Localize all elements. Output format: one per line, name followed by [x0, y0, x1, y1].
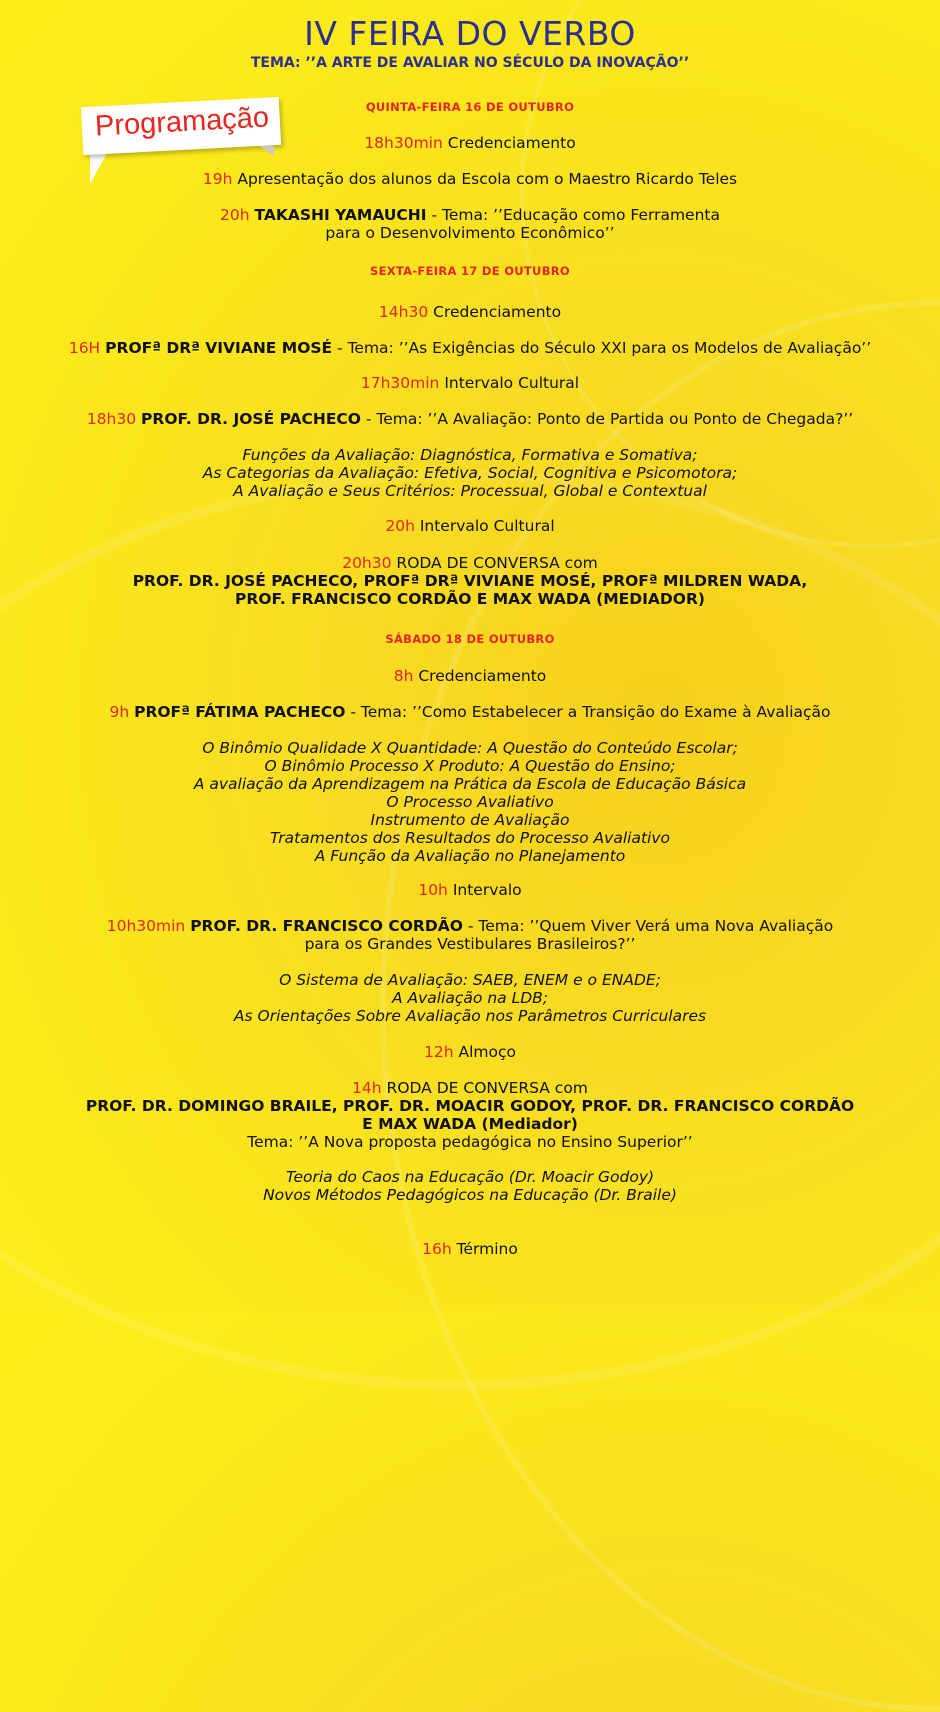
- badge-label: Programação: [94, 101, 270, 143]
- topic-line: As Orientações Sobre Avaliação nos Parâmetros Curriculares: [233, 1007, 707, 1025]
- topic-line: A avaliação da Aprendizagem na Prática da Escola de Educação Básica: [193, 775, 747, 793]
- item-text-continued: para o Desenvolvimento Econômico’’: [325, 224, 615, 242]
- time-label: 12h: [424, 1043, 454, 1061]
- schedule-item: [0, 206, 940, 242]
- item-text: Término: [456, 1240, 518, 1258]
- item-text: - Tema: ’’Como Estabelecer a Transição do Exame à Avaliação: [345, 703, 831, 721]
- schedule-item: [0, 410, 940, 428]
- day-heading-quinta: QUINTA-FEIRA 16 DE OUTUBRO: [365, 100, 575, 114]
- speaker-name: PROFª FÁTIMA PACHECO: [134, 703, 346, 721]
- schedule-item: [0, 917, 940, 953]
- topic-line: O Sistema de Avaliação: SAEB, ENEM e o ENADE;: [279, 971, 661, 989]
- time-label: 17h30min: [360, 374, 440, 392]
- speaker-name: TAKASHI YAMAUCHI: [254, 206, 427, 224]
- schedule-item: [0, 554, 940, 608]
- schedule-item: [0, 339, 940, 357]
- header: [0, 14, 940, 72]
- item-text: RODA DE CONVERSA com: [386, 1079, 588, 1097]
- item-text: - Tema: ’’Educação como Ferramenta: [426, 206, 720, 224]
- topic-line: Tratamentos dos Resultados do Processo Avaliativo: [270, 829, 670, 847]
- schedule-item: [0, 703, 940, 721]
- topic-line: O Binômio Qualidade X Quantidade: A Questão do Conteúdo Escolar;: [202, 739, 738, 757]
- item-text: Apresentação dos alunos da Escola com o Maestro Ricardo Teles: [237, 170, 738, 188]
- event-title: IV FEIRA DO VERBO: [304, 14, 636, 53]
- schedule-item: [0, 170, 940, 188]
- time-label: 20h30: [342, 554, 392, 572]
- topic-line: A Avaliação na LDB;: [391, 989, 549, 1007]
- guest-line: PROF. DR. DOMINGO BRAILE, PROF. DR. MOACIR GODOY, PROF. DR. FRANCISCO CORDÃO: [85, 1097, 855, 1115]
- topic-line: O Binômio Processo X Produto: A Questão do Ensino;: [264, 757, 676, 775]
- item-text: Intervalo Cultural: [444, 374, 580, 392]
- time-label: 14h30: [378, 303, 429, 321]
- item-text: Intervalo: [452, 881, 522, 899]
- schedule-item: [0, 374, 940, 392]
- event-subtitle: TEMA: ’’A ARTE DE AVALIAR NO SÉCULO DA INOVAÇÃO’’: [250, 55, 690, 71]
- topic-list: [0, 971, 940, 1025]
- speaker-name: PROF. DR. JOSÉ PACHECO: [141, 410, 361, 428]
- item-text: - Tema: ’’As Exigências do Século XXI para os Modelos de Avaliação’’: [332, 339, 872, 357]
- topic-line: Teoria do Caos na Educação (Dr. Moacir Godoy): [285, 1168, 655, 1186]
- item-text: Credenciamento: [433, 303, 562, 321]
- item-theme: Tema: ’’A Nova proposta pedagógica no Ensino Superior’’: [247, 1133, 693, 1151]
- time-label: 10h: [418, 881, 448, 899]
- schedule-item: [0, 1043, 940, 1061]
- topic-line: O Processo Avaliativo: [386, 793, 554, 811]
- topic-line: Funções da Avaliação: Diagnóstica, Formativa e Somativa;: [242, 446, 698, 464]
- topic-line: Novos Métodos Pedagógicos na Educação (Dr. Braile): [263, 1186, 677, 1204]
- item-text: Credenciamento: [418, 667, 547, 685]
- item-text: Credenciamento: [447, 134, 576, 152]
- item-text-continued: para os Grandes Vestibulares Brasileiros?’’: [304, 935, 636, 953]
- item-text: RODA DE CONVERSA com: [396, 554, 598, 572]
- guest-line: PROF. DR. JOSÉ PACHECO, PROFª DRª VIVIANE MOSÉ, PROFª MILDREN WADA,: [132, 572, 808, 590]
- topic-line: As Categorias da Avaliação: Efetiva, Social, Cognitiva e Psicomotora;: [202, 464, 738, 482]
- time-label: 18h30: [86, 410, 137, 428]
- schedule-item: [0, 1240, 940, 1258]
- item-text: Intervalo Cultural: [419, 517, 555, 535]
- schedule-item: [0, 134, 940, 152]
- speaker-name: PROFª DRª VIVIANE MOSÉ: [105, 339, 333, 357]
- topic-line: Instrumento de Avaliação: [370, 811, 570, 829]
- schedule-item: [0, 881, 940, 899]
- schedule-item: [0, 517, 940, 535]
- time-label: 18h30min: [364, 134, 443, 152]
- guest-line: PROF. FRANCISCO CORDÃO E MAX WADA (MEDIADOR): [235, 590, 705, 608]
- time-label: 9h: [109, 703, 130, 721]
- schedule-item: [0, 1079, 940, 1151]
- day-heading-sexta: SEXTA-FEIRA 17 DE OUTUBRO: [370, 264, 570, 278]
- schedule-item: [0, 303, 940, 321]
- time-label: 20h: [385, 517, 415, 535]
- time-label: 8h: [393, 667, 414, 685]
- topic-list: [0, 446, 940, 500]
- schedule-item: [0, 667, 940, 685]
- topic-line: A Função da Avaliação no Planejamento: [314, 847, 626, 865]
- item-text: Almoço: [458, 1043, 516, 1061]
- time-label: 16H: [68, 339, 101, 357]
- topic-line: A Avaliação e Seus Critérios: Processual, Global e Contextual: [233, 482, 707, 500]
- time-label: 16h: [422, 1240, 452, 1258]
- speaker-name: PROF. DR. FRANCISCO CORDÃO: [190, 917, 463, 935]
- time-label: 10h30min: [106, 917, 186, 935]
- time-label: 19h: [202, 170, 233, 188]
- topic-list: [0, 1168, 940, 1204]
- time-label: 20h: [220, 206, 250, 224]
- topic-list: [0, 739, 940, 865]
- guest-line: E MAX WADA (Mediador): [362, 1115, 578, 1133]
- item-text: - Tema: ’’Quem Viver Verá uma Nova Avaliação: [462, 917, 834, 935]
- day-heading-sabado: SÁBADO 18 DE OUTUBRO: [385, 632, 555, 646]
- time-label: 14h: [352, 1079, 382, 1097]
- item-text: - Tema: ’’A Avaliação: Ponto de Partida ou Ponto de Chegada?’’: [360, 410, 854, 428]
